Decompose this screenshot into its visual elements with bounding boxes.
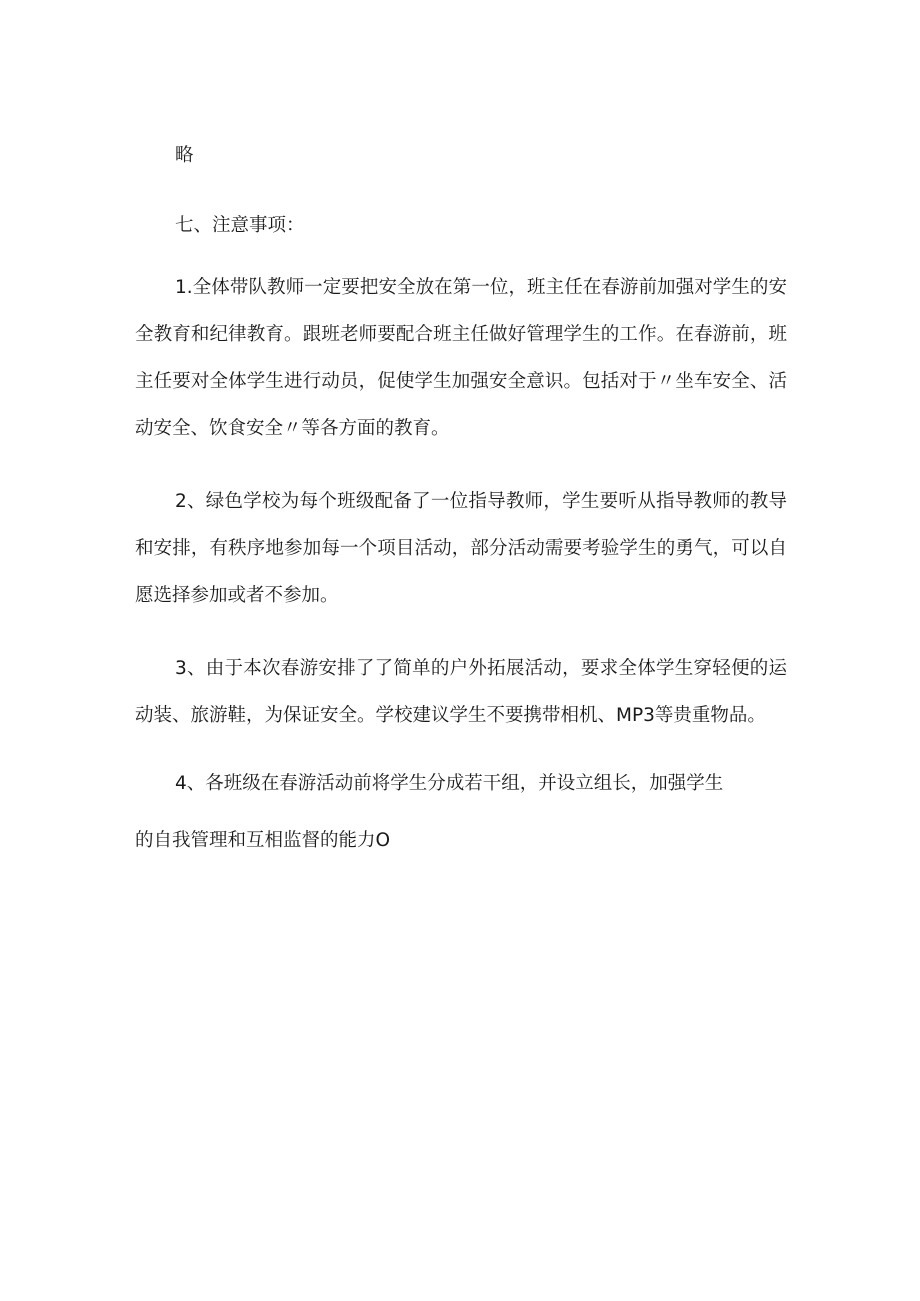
section-heading: 七、注意事项： xyxy=(175,215,305,236)
omitted-note: 略 xyxy=(175,145,194,166)
note-item-4: 4、各班级在春游活动前将学生分成若干组，并设立组长，加强学生 xyxy=(175,773,724,794)
note-item-4-continuation: 的自我管理和互相监督的能力O xyxy=(135,830,391,851)
note-item-2: 2、绿色学校为每个班级配备了一位指导教师，学生要听从指导教师的教导和安排，有秩序地参加每一个项目活动，部分活动需要考验学生的勇气，可以自愿选择参加或者不参加。 xyxy=(135,491,787,606)
note-item-1: 1.全体带队教师一定要把安全放在第一位，班主任在春游前加强对学生的安全教育和纪律教育。跟班老师要配合班主任做好管理学生的工作。在春游前，班主任要对全体学生进行动员，促使学生加强安全意识。包括对于〃坐车安全、活动安全、饮食安全〃等各方面的教育。 xyxy=(135,277,787,439)
note-item-3: 3、由于本次春游安排了了简单的户外拓展活动，要求全体学生穿轻便的运动装、旅游鞋，为保证安全。学校建议学生不要携带相机、MP3等贵重物品。 xyxy=(135,658,787,726)
